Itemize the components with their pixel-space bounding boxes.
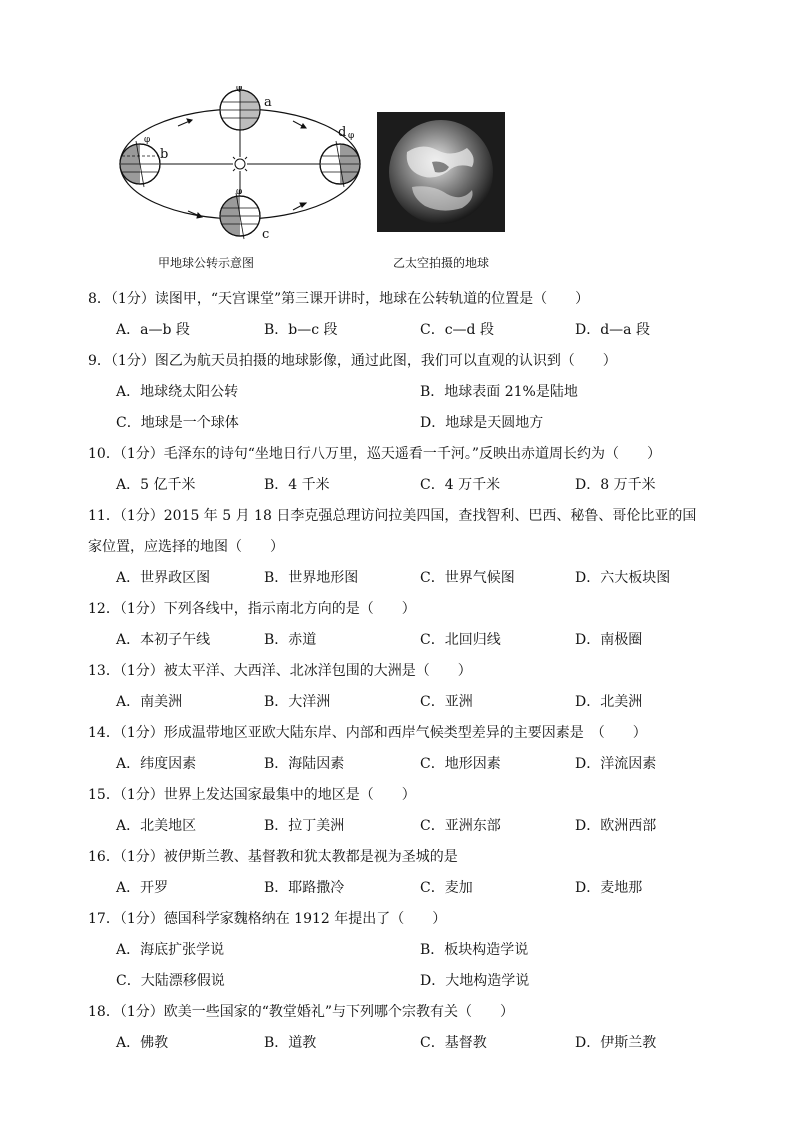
answer-option[interactable]: D．洋流因素 — [575, 756, 657, 772]
answer-option[interactable]: A．地球绕太阳公转 — [116, 384, 239, 400]
options-row — [0, 687, 794, 718]
answer-option[interactable]: B．板块构造学说 — [420, 942, 529, 958]
options-row — [0, 749, 794, 780]
options-row — [0, 966, 794, 997]
answer-option[interactable]: D．麦地那 — [575, 880, 643, 896]
question-item — [0, 780, 794, 842]
question-stem: 9．（1分）图乙为航天员拍摄的地球影像，通过此图，我们可以直观的认识到（ ） — [88, 353, 617, 369]
question-stem: 16．（1分）被伊斯兰教、基督教和犹太教都是视为圣城的是 — [88, 849, 458, 865]
answer-option[interactable]: A．开罗 — [116, 880, 169, 896]
globe-b — [120, 141, 160, 187]
earth-orbit-diagram — [108, 86, 373, 244]
orbit-label-a: a — [264, 95, 272, 110]
globe-d — [320, 141, 360, 187]
options-row — [0, 625, 794, 656]
earth-photo — [377, 112, 505, 232]
globe-c — [220, 193, 260, 239]
options-row — [0, 563, 794, 594]
options-row — [0, 1028, 794, 1059]
question-item — [0, 842, 794, 904]
question-stem: 18．（1分）欧美一些国家的“教堂婚礼”与下列哪个宗教有关（ ） — [88, 1004, 515, 1020]
question-item — [0, 718, 794, 780]
question-stem: 8．（1分）读图甲，“天宫课堂”第三课开讲时，地球在公转轨道的位置是（ ） — [88, 291, 590, 307]
question-item — [0, 656, 794, 718]
answer-option[interactable]: A．5 亿千米 — [116, 477, 196, 493]
answer-option[interactable]: C．基督教 — [420, 1035, 487, 1051]
answer-option[interactable]: A．a—b 段 — [116, 322, 190, 338]
answer-option[interactable]: A．海底扩张学说 — [116, 942, 225, 958]
options-row — [0, 935, 794, 966]
axis-symbol-b: φ — [144, 135, 151, 145]
answer-option[interactable]: D．大地构造学说 — [420, 973, 530, 989]
question-stem: 12．（1分）下列各线中，指示南北方向的是（ ） — [88, 601, 416, 617]
options-row — [0, 811, 794, 842]
answer-option[interactable]: C．4 万千米 — [420, 477, 501, 493]
answer-option[interactable]: A．本初子午线 — [116, 632, 211, 648]
orbit-label-d: d — [338, 125, 347, 140]
question-stem: 17．（1分）德国科学家魏格纳在 1912 年提出了（ ） — [88, 911, 447, 927]
answer-option[interactable]: B．4 千米 — [264, 477, 330, 493]
options-row — [0, 377, 794, 408]
answer-option[interactable]: A．南美洲 — [116, 694, 183, 710]
question-list — [0, 284, 794, 1059]
answer-option[interactable]: C．大陆漂移假说 — [116, 973, 225, 989]
answer-option[interactable]: D．北美洲 — [575, 694, 643, 710]
question-item — [0, 346, 794, 439]
answer-option[interactable]: C．北回归线 — [420, 632, 501, 648]
figure-caption-yi: 乙太空拍摄的地球 — [393, 256, 490, 270]
options-row — [0, 873, 794, 904]
answer-option[interactable]: D．伊斯兰教 — [575, 1035, 657, 1051]
orbit-label-b: b — [160, 147, 169, 162]
sun-icon — [230, 154, 250, 174]
question-stem: 14．（1分）形成温带地区亚欧大陆东岸、内部和西岸气候类型差异的主要因素是 （ ） — [88, 725, 647, 741]
figures-area — [0, 0, 794, 290]
options-row — [0, 315, 794, 346]
options-row — [0, 408, 794, 439]
question-item — [0, 904, 794, 997]
answer-option[interactable]: C．亚洲 — [420, 694, 473, 710]
answer-option[interactable]: C．亚洲东部 — [420, 818, 501, 834]
question-item — [0, 439, 794, 501]
question-stem: 11．（1分）2015 年 5 月 18 日李克强总理访问拉美四国，查找智利、巴西、秘鲁、哥伦比亚的国家位置，应选择的地图（ ） — [88, 508, 697, 555]
axis-symbol-a: φ — [236, 86, 243, 93]
question-item — [0, 501, 794, 594]
answer-option[interactable]: B．世界地形图 — [264, 570, 359, 586]
answer-option[interactable]: C．世界气候图 — [420, 570, 515, 586]
answer-option[interactable]: B．大洋洲 — [264, 694, 331, 710]
question-item — [0, 284, 794, 346]
axis-symbol-d: φ — [348, 131, 355, 141]
figure-caption-jia: 甲地球公转示意图 — [158, 256, 255, 270]
answer-option[interactable]: C．c—d 段 — [420, 322, 494, 338]
answer-option[interactable]: A．北美地区 — [116, 818, 197, 834]
orbit-label-c: c — [262, 227, 270, 242]
answer-option[interactable]: A．纬度因素 — [116, 756, 197, 772]
answer-option[interactable]: B．拉丁美洲 — [264, 818, 345, 834]
question-stem: 13．（1分）被太平洋、大西洋、北冰洋包围的大洲是（ ） — [88, 663, 472, 679]
answer-option[interactable]: B．赤道 — [264, 632, 317, 648]
answer-option[interactable]: D．六大板块图 — [575, 570, 671, 586]
options-row — [0, 470, 794, 501]
answer-option[interactable]: A．世界政区图 — [116, 570, 211, 586]
answer-option[interactable]: D．欧洲西部 — [575, 818, 657, 834]
question-stem: 10．（1分）毛泽东的诗句“坐地日行八万里，巡天遥看一千河。”反映出赤道周长约为（ ） — [88, 446, 662, 462]
answer-option[interactable]: B．地球表面 21%是陆地 — [420, 384, 578, 400]
answer-option[interactable]: B．耶路撒冷 — [264, 880, 345, 896]
answer-option[interactable]: D．南极圈 — [575, 632, 643, 648]
answer-option[interactable]: B．道教 — [264, 1035, 317, 1051]
answer-option[interactable]: A．佛教 — [116, 1035, 169, 1051]
answer-option[interactable]: C．麦加 — [420, 880, 473, 896]
answer-option[interactable]: B．海陆因素 — [264, 756, 345, 772]
answer-option[interactable]: D．8 万千米 — [575, 477, 656, 493]
globe-a — [220, 86, 260, 134]
answer-option[interactable]: D．d—a 段 — [575, 322, 650, 338]
answer-option[interactable]: B．b—c 段 — [264, 322, 338, 338]
question-item — [0, 997, 794, 1059]
question-item — [0, 594, 794, 656]
question-stem: 15．（1分）世界上发达国家最集中的地区是（ ） — [88, 787, 416, 803]
answer-option[interactable]: C．地球是一个球体 — [116, 415, 239, 431]
answer-option[interactable]: C．地形因素 — [420, 756, 501, 772]
axis-symbol-c: φ — [236, 187, 243, 197]
answer-option[interactable]: D．地球是天圆地方 — [420, 415, 544, 431]
